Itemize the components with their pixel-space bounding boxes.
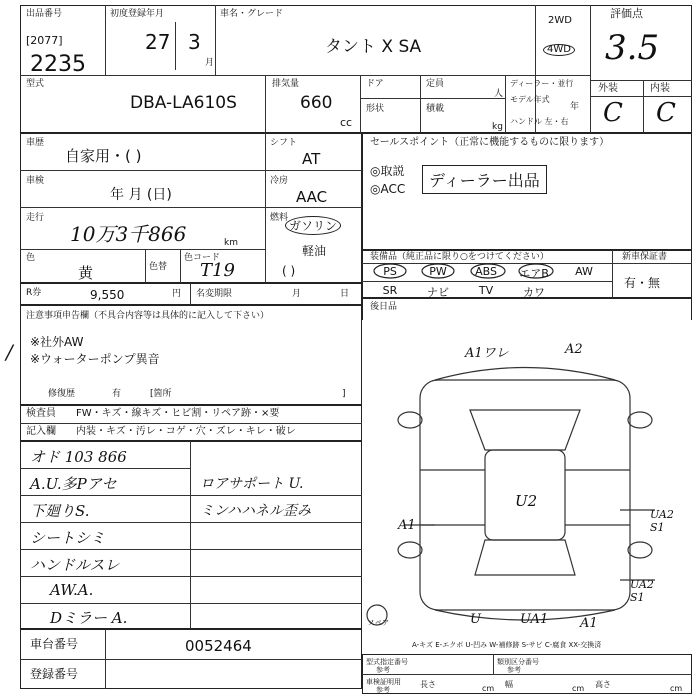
inspector-row1: FW・キズ・線キズ・ヒビ割・リペア跡・×要 <box>76 408 280 419</box>
acc-item: ◎ACC <box>370 182 406 196</box>
fuel-label: 燃料 <box>270 213 289 223</box>
location-end: ] <box>342 389 346 399</box>
manual-item: ◎取説 <box>370 164 405 178</box>
notes-label: 注意事項申告欄（不具合内容等は具体的に記入して下さい） <box>26 311 270 321</box>
history-value: 自家用・( ) <box>65 147 142 165</box>
equip-sr: SR <box>382 284 398 297</box>
int-score: C <box>656 98 676 128</box>
model-value: DBA-LA610S <box>130 93 237 113</box>
hand-line-5: ハンドルスレ <box>30 556 120 574</box>
reg-month: 3 <box>188 30 201 54</box>
class-label: 類別区分番号 <box>497 658 539 666</box>
name-change-day: 日 <box>340 289 350 299</box>
cert-ref: 参考 <box>376 686 390 694</box>
mark-right-front: UA2 S1 <box>650 508 674 534</box>
mark-front-left: A1ワレ <box>465 346 509 361</box>
hand-right-2: ミンハハネル歪み <box>200 503 312 519</box>
wheel-rr <box>628 542 652 558</box>
fuel-other: ( ) <box>282 264 296 278</box>
ac-value: AAC <box>296 188 328 206</box>
color-code-label: 色コード <box>184 253 221 263</box>
name-change-label: 名変期限 <box>196 289 233 299</box>
recycle-amount: 9,550 <box>90 288 125 302</box>
fuel-alt: 軽油 <box>302 244 327 258</box>
kg-unit: kg <box>492 122 503 132</box>
car-name-label: 車名・グレード <box>220 9 284 19</box>
equip-pw: PW <box>429 265 447 278</box>
class-ref: 参考 <box>507 666 521 674</box>
mark-rear-right: A1 <box>580 616 598 631</box>
mark-rear-left: U <box>470 612 481 627</box>
notes-line2: ※ウォーターポンプ異音 <box>30 352 160 366</box>
year-unit: 年 <box>570 102 580 112</box>
equip-airbag: エアB <box>519 267 549 280</box>
width-label: 幅 <box>505 680 513 689</box>
mark-rear-center: UA1 <box>520 612 549 627</box>
reg-label: 登録番号 <box>30 667 79 681</box>
displacement-label: 排気量 <box>272 79 300 89</box>
spare-label: スペア <box>368 619 389 627</box>
width-unit: cm <box>572 684 585 693</box>
equip-ps: PS <box>383 265 397 278</box>
ac-label: 冷房 <box>270 176 289 186</box>
drive-2wd: 2WD <box>548 15 572 26</box>
sales-label: セールスポイント（正常に機能するものに限ります） <box>370 137 610 148</box>
chassis-number: 0052464 <box>185 637 252 655</box>
equipment-circles <box>362 250 612 298</box>
modelyear-label: モデル年式 <box>510 95 550 104</box>
length-label: 長さ <box>420 680 436 689</box>
hand-right-1: ロアサポート U. <box>200 476 304 492</box>
color-change-label: 色替 <box>149 262 168 272</box>
grade-label: 評価点 <box>610 7 643 20</box>
warranty-label: 新車保証書 <box>622 252 668 262</box>
load-label: 積載 <box>426 104 445 114</box>
color-code-value: T19 <box>200 260 235 281</box>
door-label: ドア <box>366 79 384 89</box>
hand-line-6: AW.A. <box>50 581 94 599</box>
after-block <box>362 298 692 320</box>
type-label: 型式指定番号 <box>366 658 408 666</box>
mark-front-right: A2 <box>565 342 583 357</box>
ext-label: 外装 <box>598 83 618 94</box>
reg-year: 27 <box>145 30 171 54</box>
inspector-row2: 内装・キズ・汚レ・コゲ・穴・ズレ・キレ・破レ <box>76 426 296 437</box>
hand-line-3: 下廻りS. <box>30 502 90 520</box>
equip-leather: カワ <box>523 286 545 299</box>
handle-label: ハンドル 左・右 <box>510 117 569 126</box>
ext-score: C <box>603 98 623 128</box>
warranty-value: 有・無 <box>624 276 661 290</box>
wheel-fr <box>628 412 652 428</box>
lot-number: 2235 <box>30 52 86 77</box>
drive-4wd: 4WD <box>543 44 575 56</box>
person-unit: 人 <box>494 89 504 99</box>
wheel-rl <box>398 542 422 558</box>
score: 3.5 <box>605 28 660 68</box>
mark-center: U2 <box>515 492 538 510</box>
notes-line1: ※社外AW <box>30 335 84 349</box>
equip-aw: AW <box>575 265 593 278</box>
cc-unit: cc <box>340 116 353 129</box>
height-unit: cm <box>670 684 683 693</box>
int-label: 内装 <box>650 83 670 94</box>
equip-tv: TV <box>478 284 494 297</box>
mileage-value: 10万3千866 <box>70 222 187 246</box>
after-label: 後日品 <box>370 302 398 312</box>
equip-navi: ナビ <box>427 286 449 299</box>
mark-right-rear: UA2 S1 <box>630 578 654 604</box>
damage-legend: A-キズ E-エクボ U-凹み W-補修跡 S-サビ C-腐食 XX-交換済 <box>412 641 602 649</box>
mark-left-side: A1 <box>398 518 416 533</box>
color-label: 色 <box>26 253 36 263</box>
capacity-label: 定員 <box>426 79 445 89</box>
recycle-label: R券 <box>26 288 42 298</box>
repair-value: 有 <box>112 389 122 399</box>
lot-label: 出品番号 <box>26 9 63 19</box>
notes-mark: / <box>6 340 13 364</box>
equip-abs: ABS <box>475 265 497 278</box>
cert-label: 車検証明用 <box>366 678 401 686</box>
car-name: タント X SA <box>325 37 422 57</box>
month-unit: 月 <box>205 58 215 68</box>
dealer-label: ディーラー・並行 <box>510 79 574 88</box>
equipment-label: 装備品（純正品に限り○をつけてください） <box>370 252 549 262</box>
mileage-label: 走行 <box>26 213 45 223</box>
type-ref: 参考 <box>376 666 390 674</box>
hand-line-1: オド 103 866 <box>30 448 127 466</box>
km-unit: km <box>224 238 238 248</box>
color-value: 黄 <box>78 264 94 282</box>
model-label: 型式 <box>26 79 45 89</box>
windshield <box>470 410 580 450</box>
hand-line-4: シートシミ <box>30 529 106 547</box>
history-label: 車歴 <box>26 138 45 148</box>
header-block <box>20 5 692 133</box>
shape-label: 形状 <box>366 104 385 114</box>
fuel-value: ガソリン <box>285 216 341 235</box>
recycle-block <box>20 283 362 305</box>
hand-line-2: A.U.多Pアセ <box>30 475 117 493</box>
rear-window <box>475 540 575 575</box>
location-label: [箇所 <box>150 389 172 399</box>
hand-line-7: Dミラー A. <box>50 609 128 627</box>
wheel-fl <box>398 412 422 428</box>
sales-point: ディーラー出品 <box>422 165 547 194</box>
inspection-label: 車検 <box>26 176 45 186</box>
chassis-label: 車台番号 <box>30 637 79 651</box>
recycle-yen: 円 <box>172 289 182 299</box>
lot-code: [2077] <box>26 34 63 47</box>
length-unit: cm <box>482 684 495 693</box>
inspection-value: 年 月 (日) <box>110 187 172 203</box>
first-reg-label: 初度登録年月 <box>110 9 165 19</box>
inspector-label1: 検査員 <box>26 408 56 419</box>
front-bumper <box>435 368 615 381</box>
name-change-month: 月 <box>292 289 302 299</box>
repair-label: 修復歴 <box>48 389 76 399</box>
displacement-value: 660 <box>300 93 333 113</box>
height-label: 高さ <box>595 680 611 689</box>
shift-value: AT <box>302 150 321 168</box>
shift-label: シフト <box>270 138 298 148</box>
inspector-label2: 記入欄 <box>26 426 56 437</box>
